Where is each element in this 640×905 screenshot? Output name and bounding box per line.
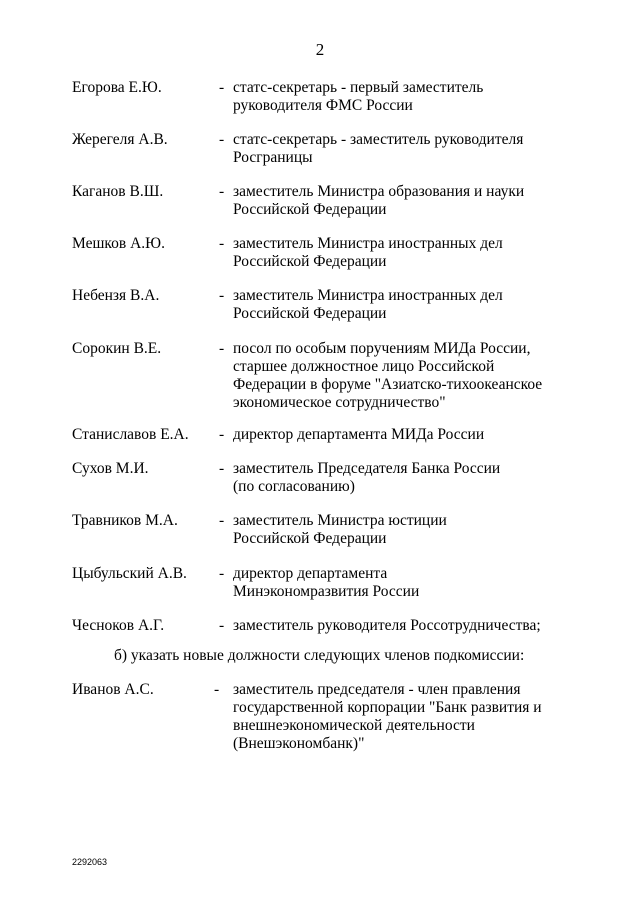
position-description: посол по особым поручениям МИДа России, старшее должностное лицо Российской Федерации в форуме "Азиатско-тихоокеанское экономическое сотрудничество" xyxy=(233,340,543,411)
position-description: заместитель руководителя Россотрудничества; xyxy=(233,617,541,634)
person-name: Каганов В.Ш. xyxy=(72,183,164,200)
person-name: Егорова Е.Ю. xyxy=(72,79,162,96)
dash-separator: - xyxy=(219,79,225,96)
dash-separator: - xyxy=(219,565,225,582)
dash-separator: - xyxy=(219,340,225,357)
position-description: заместитель Министра иностранных дел Российской Федерации xyxy=(233,287,503,322)
person-name: Цыбульский А.В. xyxy=(72,565,187,582)
dash-separator: - xyxy=(214,681,220,698)
person-name: Сухов М.И. xyxy=(72,460,149,477)
dash-separator: - xyxy=(219,131,225,148)
person-name: Мешков А.Ю. xyxy=(72,235,165,252)
dash-separator: - xyxy=(219,460,225,477)
dash-separator: - xyxy=(219,617,225,634)
dash-separator: - xyxy=(219,426,225,443)
page-number: 2 xyxy=(315,40,325,59)
position-description: заместитель председателя - член правления государственной корпорации "Банк развития и внешнеэкономической деятельности (Внешэкономбанк)" xyxy=(233,681,542,752)
position-description: заместитель Министра юстиции Российской Федерации xyxy=(233,512,447,547)
position-description: статс-секретарь - заместитель руководителя Росграницы xyxy=(233,131,524,166)
person-name: Жерегеля А.В. xyxy=(72,131,168,148)
person-name: Иванов А.С. xyxy=(72,681,154,698)
document-code: 2292063 xyxy=(72,857,108,867)
position-description: статс-секретарь - первый заместитель руководителя ФМС России xyxy=(233,79,484,114)
dash-separator: - xyxy=(219,287,225,304)
person-name: Чесноков А.Г. xyxy=(72,617,165,634)
person-name: Сорокин В.Е. xyxy=(72,340,162,357)
position-description: заместитель Министра образования и науки Российской Федерации xyxy=(233,183,525,218)
person-name: Станиславов Е.А. xyxy=(72,426,189,443)
position-description: заместитель Министра иностранных дел Российской Федерации xyxy=(233,235,503,270)
position-description: директор департамента Минэкономразвития России xyxy=(233,565,420,600)
dash-separator: - xyxy=(219,512,225,529)
section-heading: б) указать новые должности следующих членов подкомиссии: xyxy=(114,647,525,664)
position-description: директор департамента МИДа России xyxy=(233,426,485,443)
dash-separator: - xyxy=(219,235,225,252)
dash-separator: - xyxy=(219,183,225,200)
person-name: Травников М.А. xyxy=(72,512,178,529)
position-description: заместитель Председателя Банка России (по согласованию) xyxy=(233,460,501,495)
person-name: Небензя В.А. xyxy=(72,287,160,304)
